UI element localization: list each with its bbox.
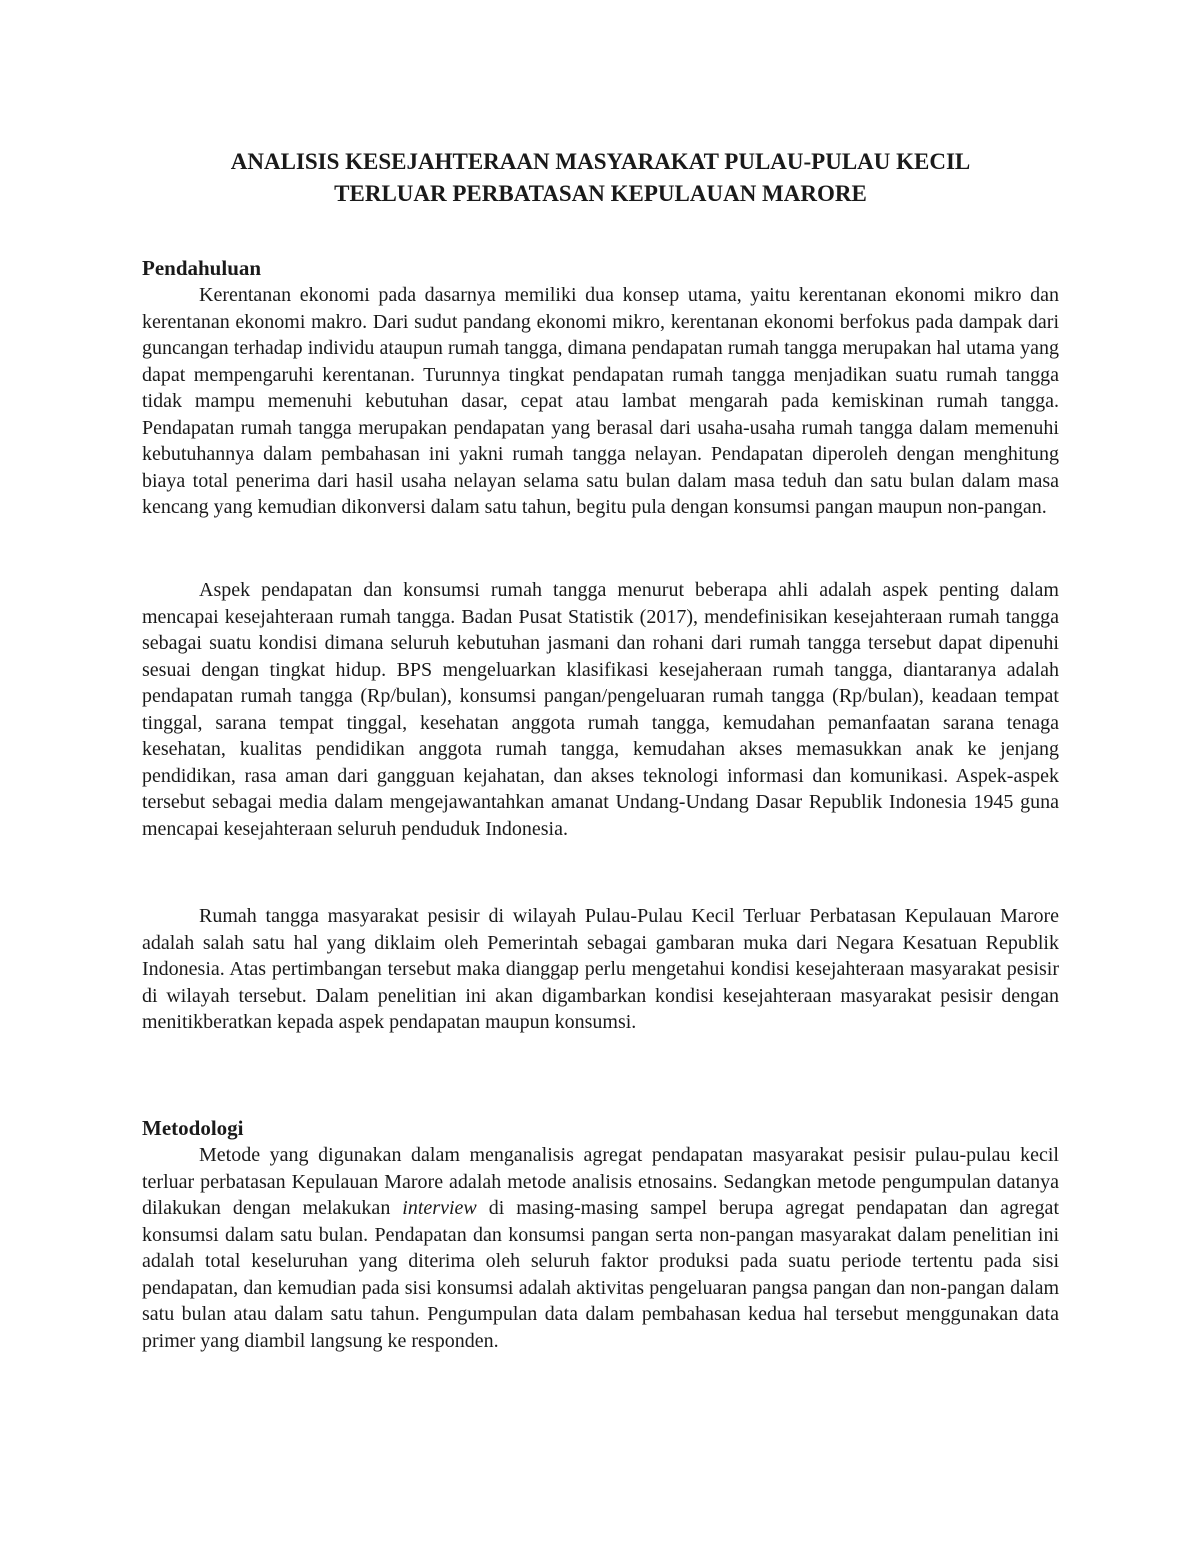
paragraph-metodologi-text-a: Metode yang digunakan dalam menganalisis agregat pendapatan masyarakat pesisir pulau-pulau kecil terluar perbatasan Kepulauan Marore adalah metode analisis etnosains. Sedangkan metode pengumpulan datanya dilakukan dengan melakukan — [142, 1144, 1059, 1219]
section-heading-pendahuluan: Pendahuluan — [142, 256, 262, 280]
title-line-1: ANALISIS KESEJAHTERAAN MASYARAKAT PULAU-PULAU KECIL — [230, 149, 971, 174]
paragraph-metodologi-1 — [142, 1142, 1059, 1354]
paragraph-pendahuluan-1: Kerentanan ekonomi pada dasarnya memiliki dua konsep utama, yaitu kerentanan ekonomi mikro dan kerentanan ekonomi makro. Dari sudut pandang ekonomi mikro, kerentanan ekonomi berfokus pada dampak dari guncangan terhadap individu ataupun rumah tangga, dimana pendapatan rumah tangga merupakan hal utama yang dapat mempengaruhi kerentanan. Turunnya tingkat pendapatan rumah tangga menjadikan suatu rumah tangga tidak mampu memenuhi kebutuhan dasar, cepat atau lambat mengarah pada kemiskinan rumah tangga. Pendapatan rumah tangga merupakan pendapatan yang berasal dari usaha-usaha rumah tangga dalam memenuhi kebutuhannya dalam pembahasan ini yakni rumah tangga nelayan. Pendapatan diperoleh dengan menghitung biaya total penerima dari hasil usaha nelayan selama satu bulan dalam masa teduh dan satu bulan dalam masa kencang yang kemudian dikonversi dalam satu tahun, begitu pula dengan konsumsi pangan maupun non-pangan. — [142, 284, 1059, 518]
paragraph-pendahuluan-3: Rumah tangga masyarakat pesisir di wilayah Pulau-Pulau Kecil Terluar Perbatasan Kepulauan Marore adalah salah satu hal yang diklaim oleh Pemerintah sebagai gambaran muka dari Negara Kesatuan Republik Indonesia. Atas pertimbangan tersebut maka dianggap perlu mengetahui kondisi kesejahteraan masyarakat pesisir di wilayah tersebut. Dalam penelitian ini akan digambarkan kondisi kesejahteraan masyarakat pesisir dengan menitikberatkan kepada aspek pendapatan maupun konsumsi. — [142, 905, 1059, 1033]
paragraph-metodologi-italic-term: interview — [402, 1197, 477, 1219]
paragraph-pendahuluan-2: Aspek pendapatan dan konsumsi rumah tangga menurut beberapa ahli adalah aspek penting dalam mencapai kesejahteraan rumah tangga. Badan Pusat Statistik (2017), mendefinisikan kesejahteraan rumah tangga sebagai suatu kondisi dimana seluruh kebutuhan jasmani dan rohani dari rumah tangga tersebut dapat dipenuhi sesuai dengan tingkat hidup. BPS mengeluarkan klasifikasi kesejaheraan rumah tangga, diantaranya adalah pendapatan rumah tangga (Rp/bulan), konsumsi pangan/pengeluaran rumah tangga (Rp/bulan), keadaan tempat tinggal, sarana tempat tinggal, kesehatan anggota rumah tangga, kemudahan pemanfaatan sarana tenaga kesehatan, kualitas pendidikan anggota rumah tangga, kemudahan akses memasukkan anak ke jenjang pendidikan, rasa aman dari gangguan kejahatan, dan akses teknologi informasi dan komunikasi. Aspek-aspek tersebut sebagai media dalam mengejawantahkan amanat Undang-Undang Dasar Republik Indonesia 1945 guna mencapai kesejahteraan seluruh penduduk Indonesia. — [142, 579, 1059, 840]
document-title — [142, 146, 1059, 210]
section-heading-metodologi: Metodologi — [142, 1116, 244, 1140]
paragraph-metodologi-text-b: di masing-masing sampel berupa agregat pendapatan dan agregat konsumsi dalam satu bulan. Pendapatan dan konsumsi pangan serta non-pangan masyarakat dalam penelitian ini adalah total keseluruhan yang diterima oleh seluruh faktor produksi pada suatu periode tertentu pada sisi pendapatan, dan kemudian pada sisi konsumsi adalah aktivitas pengeluaran pangsa pangan dan non-pangan dalam satu bulan atau dalam satu tahun. Pengumpulan data dalam pembahasan kedua hal tersebut menggunakan data primer yang diambil langsung ke responden. — [142, 1197, 1059, 1352]
title-line-2: TERLUAR PERBATASAN KEPULAUAN MARORE — [334, 181, 867, 206]
